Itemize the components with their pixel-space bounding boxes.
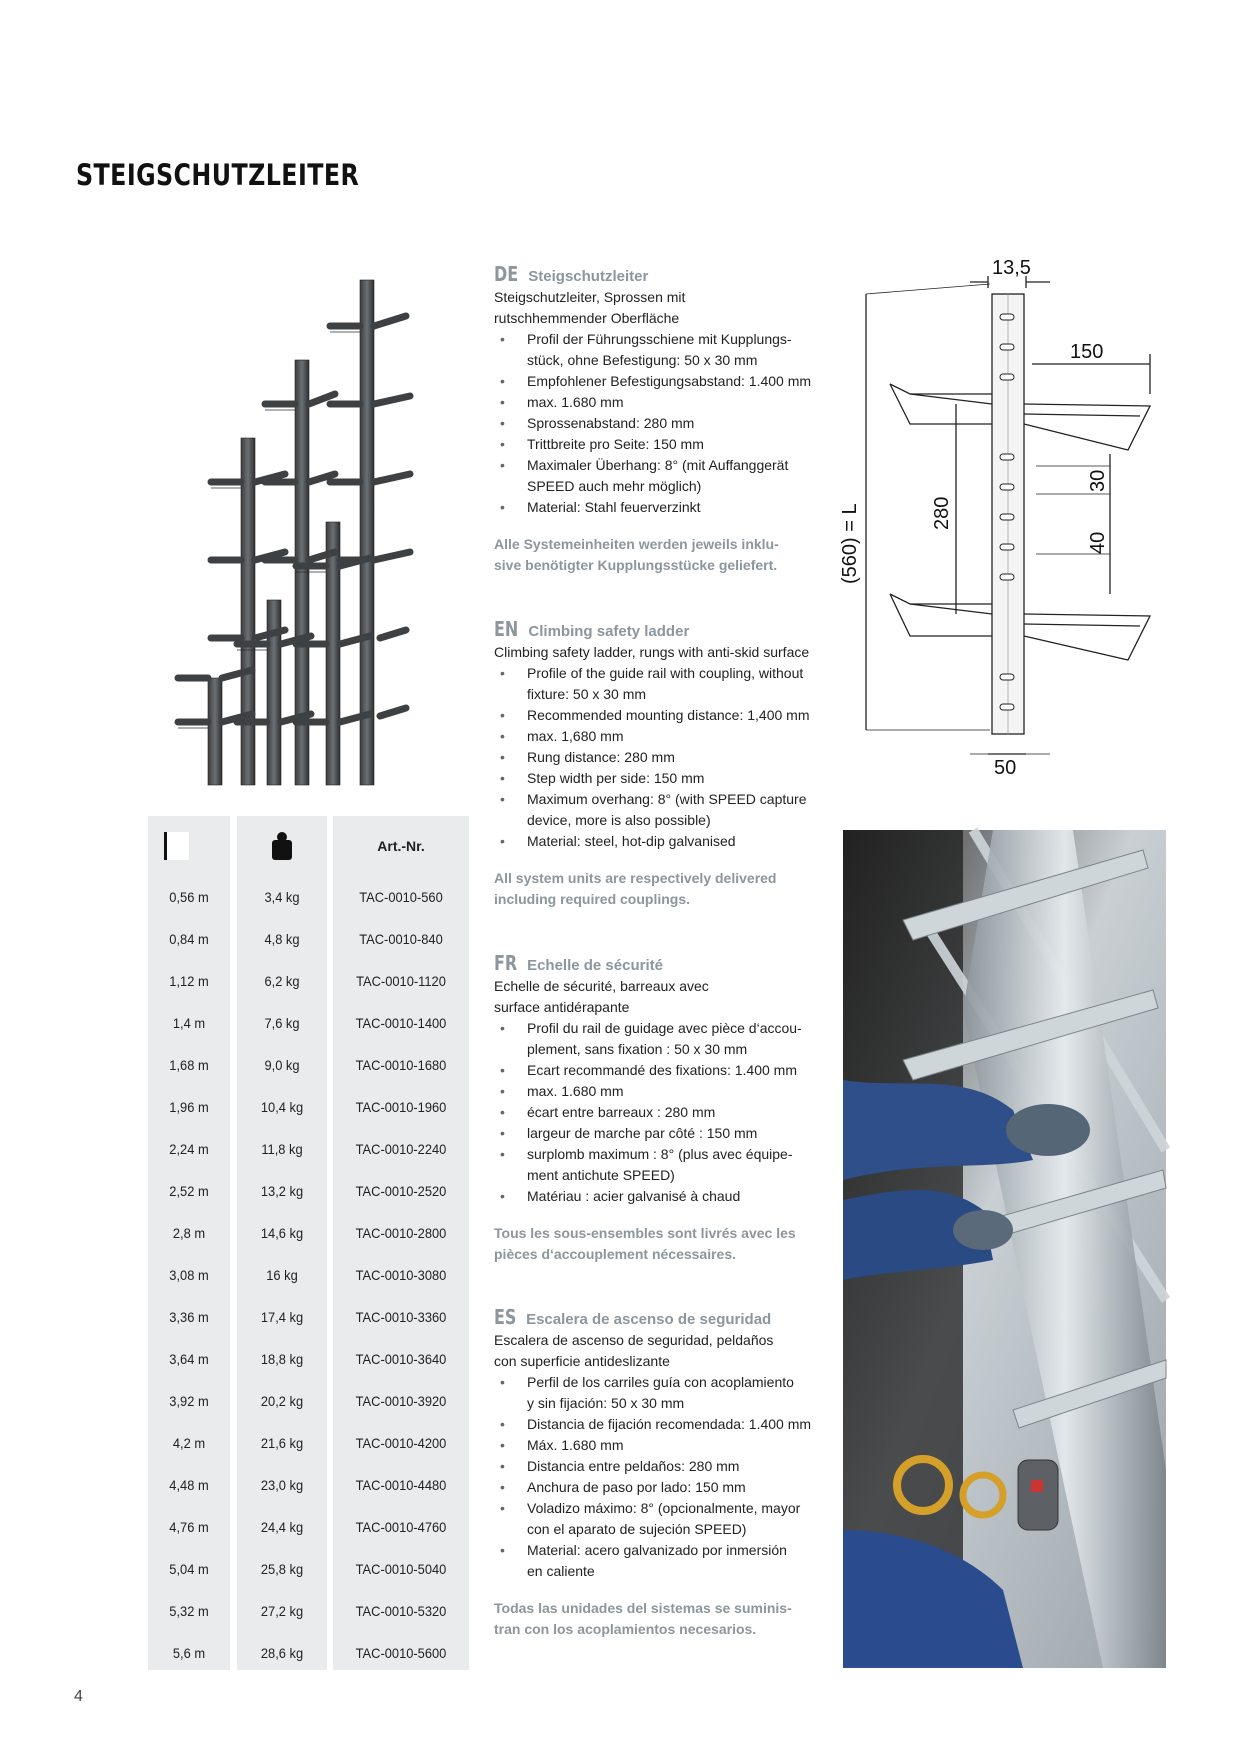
- spec-item-line: • Material: Stahl feuerverzinkt: [527, 499, 701, 515]
- table-cell-art: TAC-0010-5320: [355, 1603, 447, 1619]
- table-cell-weight: 13,2 kg: [260, 1183, 304, 1199]
- table-cell-weight: 14,6 kg: [260, 1225, 304, 1241]
- table-cell-length: 3,92 m: [169, 1393, 209, 1409]
- section-intro-line: Escalera de ascenso de seguridad, peldaños: [494, 1332, 774, 1348]
- spec-item: [494, 1018, 824, 1060]
- spec-item-line: • Empfohlener Befestigungsabstand: 1.400 mm: [527, 373, 812, 389]
- spec-item: [494, 413, 824, 434]
- section-intro-line: con superficie antideslizante: [494, 1353, 670, 1369]
- spec-item: [494, 726, 824, 747]
- section-en: [494, 619, 824, 910]
- spec-item: [494, 705, 824, 726]
- spec-item-line: • Profile of the guide rail with coupling, without: [527, 665, 804, 681]
- spec-item-line: • Maximaler Überhang: 8° (mit Auffanggerät: [527, 457, 789, 473]
- ladder-illustration: [170, 270, 480, 790]
- delivery-note-line: including required couplings.: [494, 891, 691, 907]
- spec-item-line: • Ecart recommandé des fixations: 1.400 mm: [527, 1062, 798, 1078]
- spec-item-line: device, more is also possible): [527, 812, 711, 828]
- spec-item-line: • Matériau : acier galvanisé à chaud: [527, 1188, 741, 1204]
- table-column-artnr: [333, 816, 469, 1670]
- spec-item-line: • écart entre barreaux : 280 mm: [527, 1104, 716, 1120]
- table-cell-length: 2,24 m: [169, 1141, 209, 1157]
- table-cell-weight: 6,2 kg: [264, 973, 300, 989]
- section-title: Climbing safety ladder: [528, 623, 690, 640]
- table-cell-art: TAC-0010-3640: [355, 1351, 447, 1367]
- dim-30: 30: [1087, 469, 1109, 492]
- section-heading: [494, 1307, 824, 1330]
- table-cell-art: TAC-0010-840: [359, 931, 443, 947]
- delivery-note-line: sive benötigter Kupplungsstücke geliefert.: [494, 557, 778, 573]
- spec-item-line: • Rung distance: 280 mm: [527, 749, 675, 765]
- spec-item-line: y sin fijación: 50 x 30 mm: [527, 1395, 685, 1411]
- table-cell-weight: 17,4 kg: [260, 1309, 304, 1325]
- spec-item: [494, 1414, 824, 1435]
- section-title: Escalera de ascenso de seguridad: [526, 1311, 772, 1328]
- spec-item: [494, 329, 824, 371]
- table-cell-length: 4,76 m: [169, 1519, 209, 1535]
- table-cell-length: 1,4 m: [172, 1015, 206, 1031]
- dim-rung: 280: [931, 496, 953, 530]
- spec-item-line: • Material: acero galvanizado por inmersión: [527, 1542, 787, 1558]
- table-cell-art: TAC-0010-3360: [355, 1309, 447, 1325]
- section-intro-line: surface antidérapante: [494, 999, 630, 1015]
- table-cell-length: 5,32 m: [169, 1603, 209, 1619]
- table-cell-art: TAC-0010-560: [359, 889, 443, 905]
- language-code: ES: [494, 1305, 517, 1329]
- spec-item-line: fixture: 50 x 30 mm: [527, 686, 647, 702]
- section-heading: [494, 619, 824, 642]
- table-cell-length: 3,64 m: [169, 1351, 209, 1367]
- spec-item-line: • Máx. 1.680 mm: [527, 1437, 624, 1453]
- table-cell-art: TAC-0010-4480: [355, 1477, 447, 1493]
- spec-item: [494, 663, 824, 705]
- table-cell-weight: 18,8 kg: [260, 1351, 304, 1367]
- table-cell-art: TAC-0010-1400: [355, 1015, 447, 1031]
- table-cell-length: 3,36 m: [169, 1309, 209, 1325]
- table-cell-art: TAC-0010-1120: [356, 973, 446, 989]
- table-cell-length: 0,56 m: [169, 889, 209, 905]
- table-cell-art: TAC-0010-1960: [355, 1099, 447, 1115]
- delivery-note: [494, 868, 824, 910]
- table-cell-length: 3,08 m: [169, 1267, 209, 1283]
- spec-list: [494, 329, 824, 518]
- table-cell-art: TAC-0010-1680: [355, 1057, 447, 1073]
- table-cell-art: TAC-0010-2520: [355, 1183, 447, 1199]
- spec-item-line: en caliente: [527, 1563, 595, 1579]
- table-cell-weight: 28,6 kg: [260, 1645, 304, 1661]
- table-cell-weight: 3,4 kg: [264, 889, 300, 905]
- delivery-note-line: Todas las unidades del sistemas se suminis-: [494, 1600, 792, 1616]
- spec-item-line: ment antichute SPEED): [527, 1167, 675, 1183]
- spec-item: [494, 747, 824, 768]
- page-title: STEIGSCHUTZLEITER: [76, 158, 360, 192]
- section-intro-line: rutschhemmender Oberfläche: [494, 310, 680, 326]
- table-cell-art: TAC-0010-2240: [355, 1141, 447, 1157]
- spec-item: [494, 434, 824, 455]
- spec-item: [494, 1144, 824, 1186]
- spec-item: [494, 789, 824, 831]
- delivery-note-line: pièces d‘accouplement nécessaires.: [494, 1246, 737, 1262]
- section-heading: [494, 953, 824, 976]
- table-cell-length: 4,48 m: [169, 1477, 209, 1493]
- spec-item-line: • Distancia de fijación recomendada: 1.400 mm: [527, 1416, 812, 1432]
- section-fr: [494, 953, 824, 1265]
- spec-item-line: • Profil der Führungsschiene mit Kupplungs-: [527, 331, 792, 347]
- spec-item: [494, 831, 824, 852]
- weight-icon: [272, 840, 292, 860]
- spec-item-line: • Perfil de los carriles guía con acoplamiento: [527, 1374, 794, 1390]
- spec-item-line: plement, sans fixation : 50 x 30 mm: [527, 1041, 748, 1057]
- spec-item-line: • Sprossenabstand: 280 mm: [527, 415, 695, 431]
- spec-item: [494, 1435, 824, 1456]
- spec-list: [494, 663, 824, 852]
- language-code: DE: [494, 262, 519, 286]
- dim-top: 13,5: [992, 257, 1031, 279]
- table-cell-length: 1,68 m: [169, 1057, 209, 1073]
- table-cell-weight: 20,2 kg: [260, 1393, 304, 1409]
- table-cell-art: TAC-0010-3920: [355, 1393, 447, 1409]
- delivery-note-line: Alle Systemeinheiten werden jeweils inklu-: [494, 536, 779, 552]
- spec-list: [494, 1018, 824, 1207]
- spec-item-line: • Distancia entre peldaños: 280 mm: [527, 1458, 740, 1474]
- table-cell-weight: 10,4 kg: [260, 1099, 304, 1115]
- page-number: 4: [74, 1688, 83, 1705]
- spec-item-line: • Maximum overhang: 8° (with SPEED capture: [527, 791, 807, 807]
- table-cell-length: 5,6 m: [172, 1645, 206, 1661]
- table-cell-weight: 21,6 kg: [260, 1435, 304, 1451]
- language-code: EN: [494, 617, 519, 641]
- table-cell-length: 2,8 m: [172, 1225, 206, 1241]
- section-intro-line: Steigschutzleiter, Sprossen mit: [494, 289, 686, 305]
- spec-item: [494, 1498, 824, 1540]
- table-cell-art: TAC-0010-3080: [355, 1267, 447, 1283]
- table-cell-length: 0,84 m: [169, 931, 209, 947]
- language-code: FR: [494, 951, 518, 975]
- table-cell-length: 4,2 m: [172, 1435, 206, 1451]
- table-cell-art: TAC-0010-4200: [355, 1435, 447, 1451]
- spec-item: [494, 1372, 824, 1414]
- table-cell-weight: 27,2 kg: [260, 1603, 304, 1619]
- dim-40: 40: [1087, 531, 1109, 554]
- spec-item: [494, 1081, 824, 1102]
- spec-item: [494, 392, 824, 413]
- section-intro-line: Echelle de sécurité, barreaux avec: [494, 978, 709, 994]
- section-intro-line: Climbing safety ladder, rungs with anti-skid surface: [494, 644, 810, 660]
- spec-item: [494, 371, 824, 392]
- spec-item: [494, 1102, 824, 1123]
- table-cell-weight: 4,8 kg: [264, 931, 300, 947]
- spec-item-line: • Trittbreite pro Seite: 150 mm: [527, 436, 704, 452]
- spec-item-line: • Profil du rail de guidage avec pièce d‘accou-: [527, 1020, 802, 1036]
- delivery-note: [494, 1223, 824, 1265]
- section-de: [494, 264, 824, 576]
- spec-item-line: • max. 1,680 mm: [527, 728, 624, 744]
- spec-item: [494, 1477, 824, 1498]
- technical-drawing: [839, 254, 1170, 794]
- table-column-length: [148, 816, 230, 1670]
- spec-item-line: • max. 1.680 mm: [527, 1083, 624, 1099]
- spec-item-line: • surplomb maximum : 8° (plus avec équipe-: [527, 1146, 793, 1162]
- spec-item-line: • Step width per side: 150 mm: [527, 770, 705, 786]
- spec-item-line: • Voladizo máximo: 8° (opcionalmente, mayor: [527, 1500, 801, 1516]
- spec-item: [494, 1123, 824, 1144]
- spec-item-line: • Recommended mounting distance: 1,400 mm: [527, 707, 810, 723]
- spec-item-line: • largeur de marche par côté : 150 mm: [527, 1125, 758, 1141]
- table-cell-weight: 25,8 kg: [260, 1561, 304, 1577]
- delivery-note-line: All system units are respectively delivered: [494, 870, 777, 886]
- spec-item: [494, 768, 824, 789]
- spec-list: [494, 1372, 824, 1582]
- table-column-weight: [237, 816, 327, 1670]
- table-cell-weight: 7,6 kg: [264, 1015, 300, 1031]
- spec-item: [494, 455, 824, 497]
- table-cell-weight: 24,4 kg: [260, 1519, 304, 1535]
- dim-step: 150: [1070, 341, 1104, 363]
- spec-item-line: stück, ohne Befestigung: 50 x 30 mm: [527, 352, 758, 368]
- table-cell-weight: 23,0 kg: [260, 1477, 304, 1493]
- table-cell-art: TAC-0010-4760: [355, 1519, 447, 1535]
- table-cell-length: 1,96 m: [169, 1099, 209, 1115]
- table-cell-weight: 16 kg: [266, 1267, 298, 1283]
- spec-item: [494, 1060, 824, 1081]
- table-cell-art: TAC-0010-2800: [355, 1225, 447, 1241]
- spec-item: [494, 497, 824, 518]
- delivery-note-line: Tous les sous-ensembles sont livrés avec les: [494, 1225, 796, 1241]
- table-cell-weight: 9,0 kg: [264, 1057, 300, 1073]
- spec-item-line: SPEED auch mehr möglich): [527, 478, 702, 494]
- table-cell-length: 1,12 m: [169, 973, 209, 989]
- spec-item-line: • max. 1.680 mm: [527, 394, 624, 410]
- table-cell-length: 2,52 m: [169, 1183, 209, 1199]
- installation-photo: [843, 830, 1166, 1668]
- spec-item-line: • Material: steel, hot-dip galvanised: [527, 833, 736, 849]
- delivery-note: [494, 1598, 824, 1640]
- table-cell-weight: 11,8 kg: [261, 1141, 303, 1157]
- table-cell-length: 5,04 m: [169, 1561, 209, 1577]
- spec-item-line: con el aparato de sujeción SPEED): [527, 1521, 747, 1537]
- section-heading: [494, 264, 824, 287]
- artnr-header: Art.-Nr.: [377, 838, 425, 854]
- dim-bottom: 50: [994, 757, 1017, 779]
- table-cell-art: TAC-0010-5040: [355, 1561, 447, 1577]
- spec-item: [494, 1456, 824, 1477]
- section-title: Echelle de sécurité: [527, 957, 663, 974]
- dim-length: (560) = L: [839, 503, 861, 584]
- spec-item: [494, 1186, 824, 1207]
- delivery-note-line: tran con los acoplamientos necesarios.: [494, 1621, 757, 1637]
- section-es: [494, 1307, 824, 1640]
- delivery-note: [494, 534, 824, 576]
- ruler-icon: [164, 832, 189, 860]
- spec-item-line: • Anchura de paso por lado: 150 mm: [527, 1479, 746, 1495]
- spec-item: [494, 1540, 824, 1582]
- table-cell-art: TAC-0010-5600: [355, 1645, 447, 1661]
- section-title: Steigschutzleiter: [528, 268, 649, 285]
